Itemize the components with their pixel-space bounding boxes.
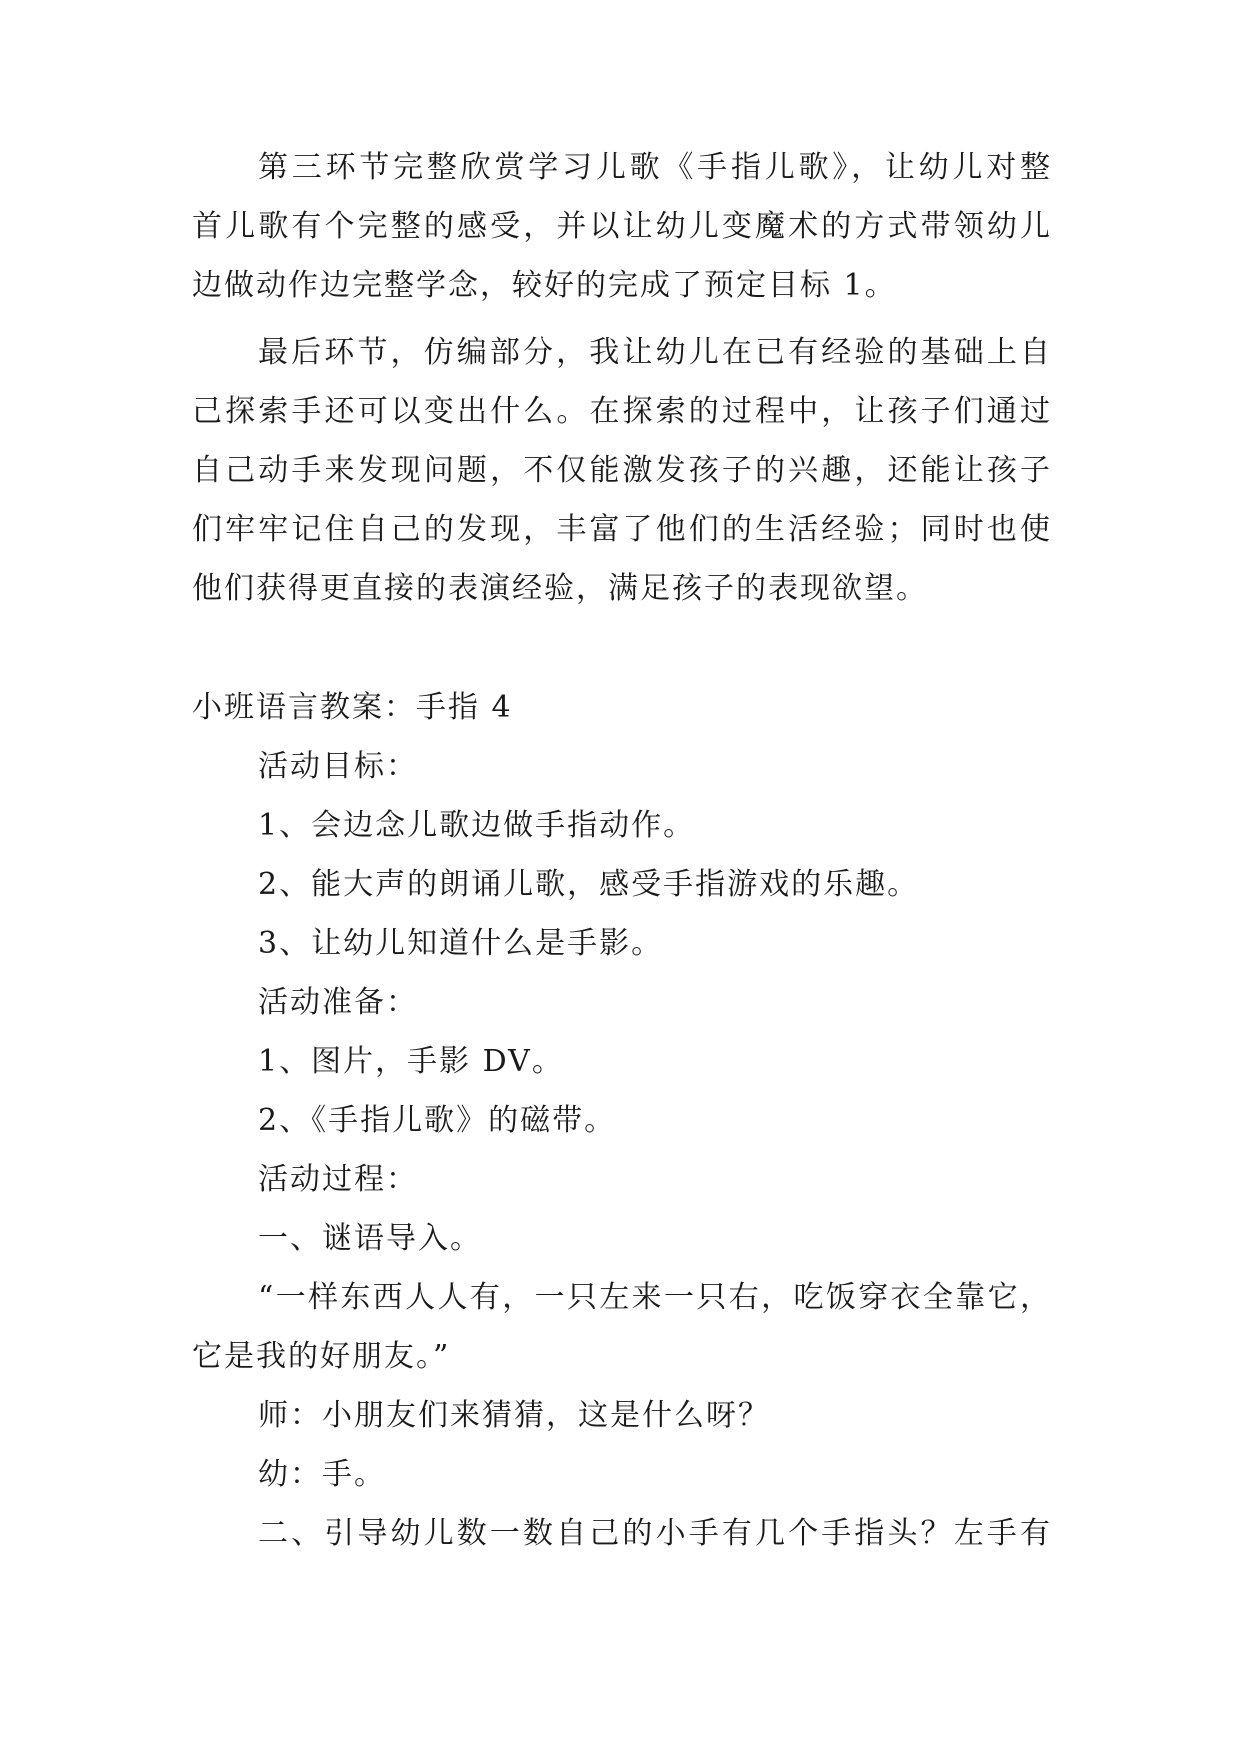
text-line: 首儿歌有个完整的感受，并以让幼儿变魔术的方式带领幼儿 [192, 209, 1052, 244]
dialogue-child: 幼：手。 [258, 1457, 386, 1492]
paragraph-third-stage [192, 138, 1052, 315]
text-line: 边做动作边完整学念，较好的完成了预定目标 1。 [192, 268, 897, 303]
text-line: 们牢牢记住自己的发现，丰富了他们的生活经验；同时也使 [192, 512, 1052, 547]
goals-heading: 活动目标： [258, 749, 418, 784]
text-line: 自己动手来发现问题，不仅能激发孩子的兴趣，还能让孩子 [192, 453, 1052, 488]
riddle-text: “一样东西人人有，一只左来一只右，吃饭穿衣全靠它， [258, 1280, 1052, 1315]
riddle-text: 它是我的好朋友。” [192, 1339, 451, 1374]
preparation-item: 1、图片，手影 DV。 [258, 1044, 564, 1079]
text-line: 己探索手还可以变出什么。在探索的过程中，让孩子们通过 [192, 394, 1052, 429]
text-line: 最后环节，仿编部分，我让幼儿在已有经验的基础上自 [258, 335, 1052, 370]
goal-item: 1、会边念儿歌边做手指动作。 [258, 808, 696, 843]
text-line: 他们获得更直接的表演经验，满足孩子的表现欲望。 [192, 571, 928, 606]
section-title: 小班语言教案：手指 4 [192, 690, 513, 725]
process-step: 一、谜语导入。 [258, 1221, 482, 1256]
text-line: 第三环节完整欣赏学习儿歌《手指儿歌》，让幼儿对整 [258, 150, 1052, 185]
process-heading: 活动过程： [258, 1162, 418, 1197]
lesson-plan-section [192, 678, 1052, 1563]
preparation-item: 2、《手指儿歌》的磁带。 [258, 1103, 617, 1138]
dialogue-teacher: 师：小朋友们来猜猜，这是什么呀？ [258, 1398, 770, 1433]
preparation-heading: 活动准备： [258, 985, 418, 1020]
goal-item: 2、能大声的朗诵儿歌，感受手指游戏的乐趣。 [258, 867, 920, 902]
process-step: 二、引导幼儿数一数自己的小手有几个手指头？左手有 [258, 1516, 1052, 1551]
goal-item: 3、让幼儿知道什么是手影。 [258, 926, 664, 961]
paragraph-final-stage [192, 323, 1052, 618]
